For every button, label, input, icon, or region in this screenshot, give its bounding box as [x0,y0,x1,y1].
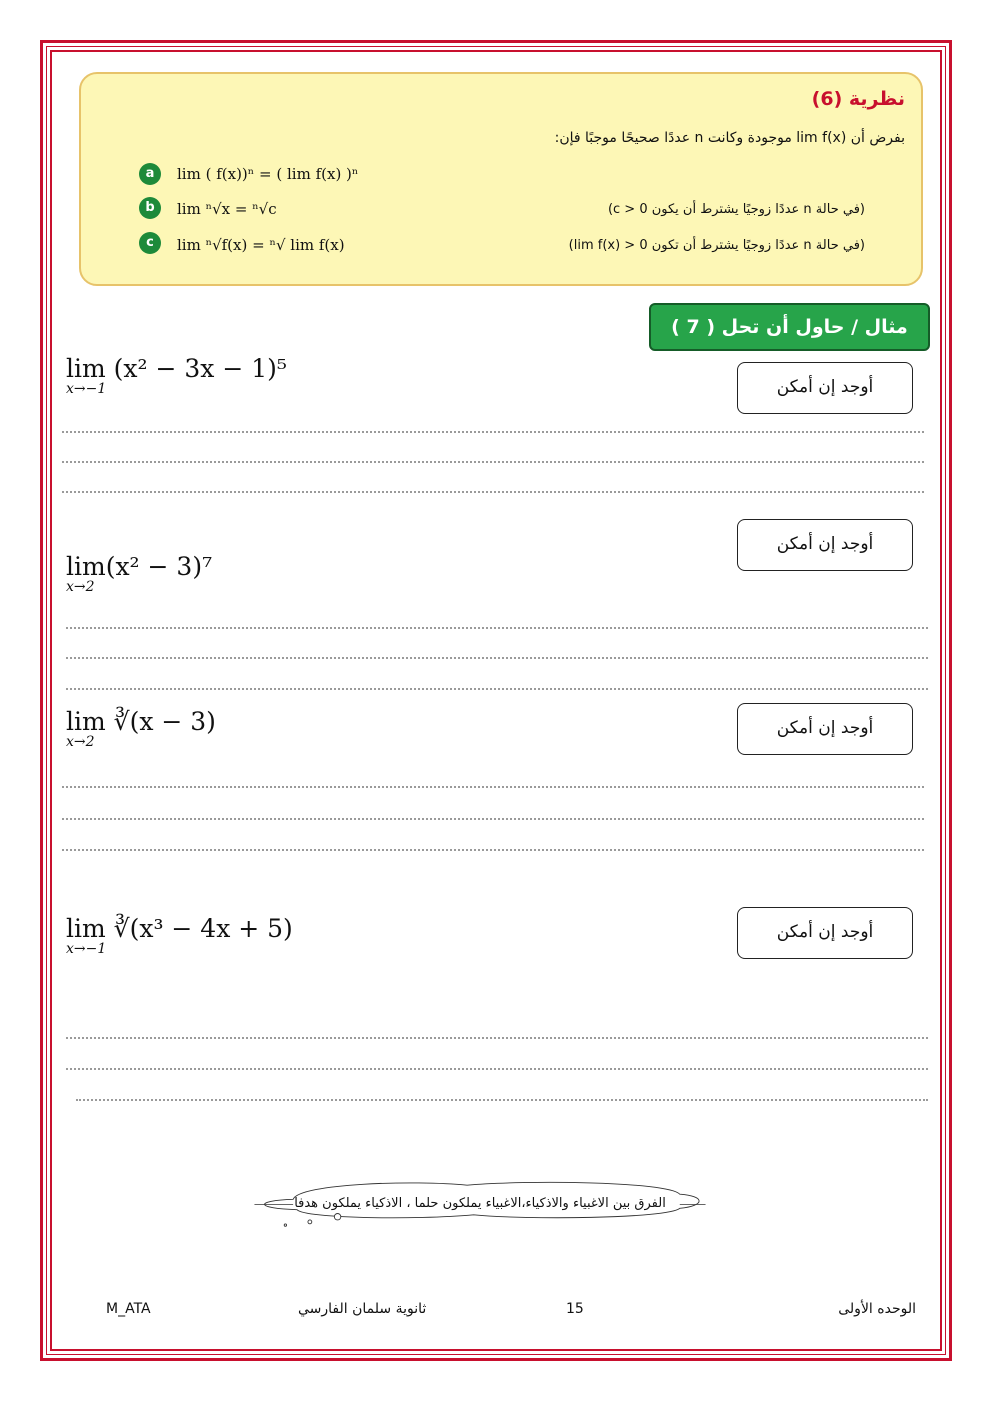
problem-3-find-button[interactable]: أوجد إن أمكن [737,703,913,755]
problem-4-lim: lim [66,914,106,943]
theorem-condition-b: (في حالة n عددًا زوجيًا يشترط أن يكون c > 0) [607,202,865,217]
footer-school: ثانوية سلمان الفارسي [298,1301,427,1317]
theorem-title: نظرية (6) [811,88,905,110]
badge-c: c [139,232,161,254]
answer-line [62,431,924,433]
answer-line [66,1068,928,1070]
problem-1-lim: lim [66,354,106,383]
problem-2-sub: x→2 [66,579,95,595]
problem-1-find-button[interactable]: أوجد إن أمكن [737,362,913,414]
answer-line [76,1099,928,1101]
answer-line [62,491,924,493]
footer-unit: الوحده الأولى [838,1301,916,1317]
theorem-formula-b: lim ⁿ√x = ⁿ√c [177,200,277,218]
example-heading: مثال / حاول أن تحل ( 7 ) [649,303,930,351]
problem-2-find-button[interactable]: أوجد إن أمكن [737,519,913,571]
problem-1-expression [66,354,287,397]
answer-line [62,786,924,788]
theorem-condition-c: (في حالة n عددًا زوجيًا يشترط أن تكون lim f(x) > 0) [568,238,865,253]
badge-a: a [139,163,161,185]
answer-line [66,657,928,659]
quote-text: الفرق بين الاغبياء والاذكياء،الاغبياء يملكون حلما ، الاذكياء يملكون هدفا [294,1196,666,1211]
problem-1-expr: (x² − 3x − 1)⁵ [113,354,287,383]
theorem-formula-a: lim ( f(x))ⁿ = ( lim f(x) )ⁿ [177,165,359,183]
problem-3-expr: ∛(x − 3) [113,707,216,736]
problem-2-expression [66,552,212,595]
footer-author: M_ATA [106,1301,151,1317]
answer-line [62,818,924,820]
answer-line [66,688,928,690]
problem-4-sub: x→−1 [66,941,107,957]
problem-4-find-button[interactable]: أوجد إن أمكن [737,907,913,959]
problem-3-lim: lim [66,707,106,736]
answer-line [66,1037,928,1039]
problem-2-lim: lim [66,552,106,581]
answer-line [66,627,928,629]
theorem-formula-c: lim ⁿ√f(x) = ⁿ√ lim f(x) [177,236,345,254]
problem-3-sub: x→2 [66,734,95,750]
theorem-box [79,72,923,286]
theorem-intro: بفرض أن lim f(x) موجودة وكانت n عددًا صحيحًا موجبًا فإن: [554,130,905,146]
answer-line [62,849,924,851]
problem-4-expression [66,914,293,957]
problem-2-expr: (x² − 3)⁷ [105,552,213,581]
footer-page-number: 15 [566,1301,584,1317]
badge-b: b [139,197,161,219]
problem-3-expression [66,707,216,750]
problem-1-sub: x→−1 [66,381,107,397]
answer-line [62,461,924,463]
problem-4-expr: ∛(x³ − 4x + 5) [113,914,293,943]
